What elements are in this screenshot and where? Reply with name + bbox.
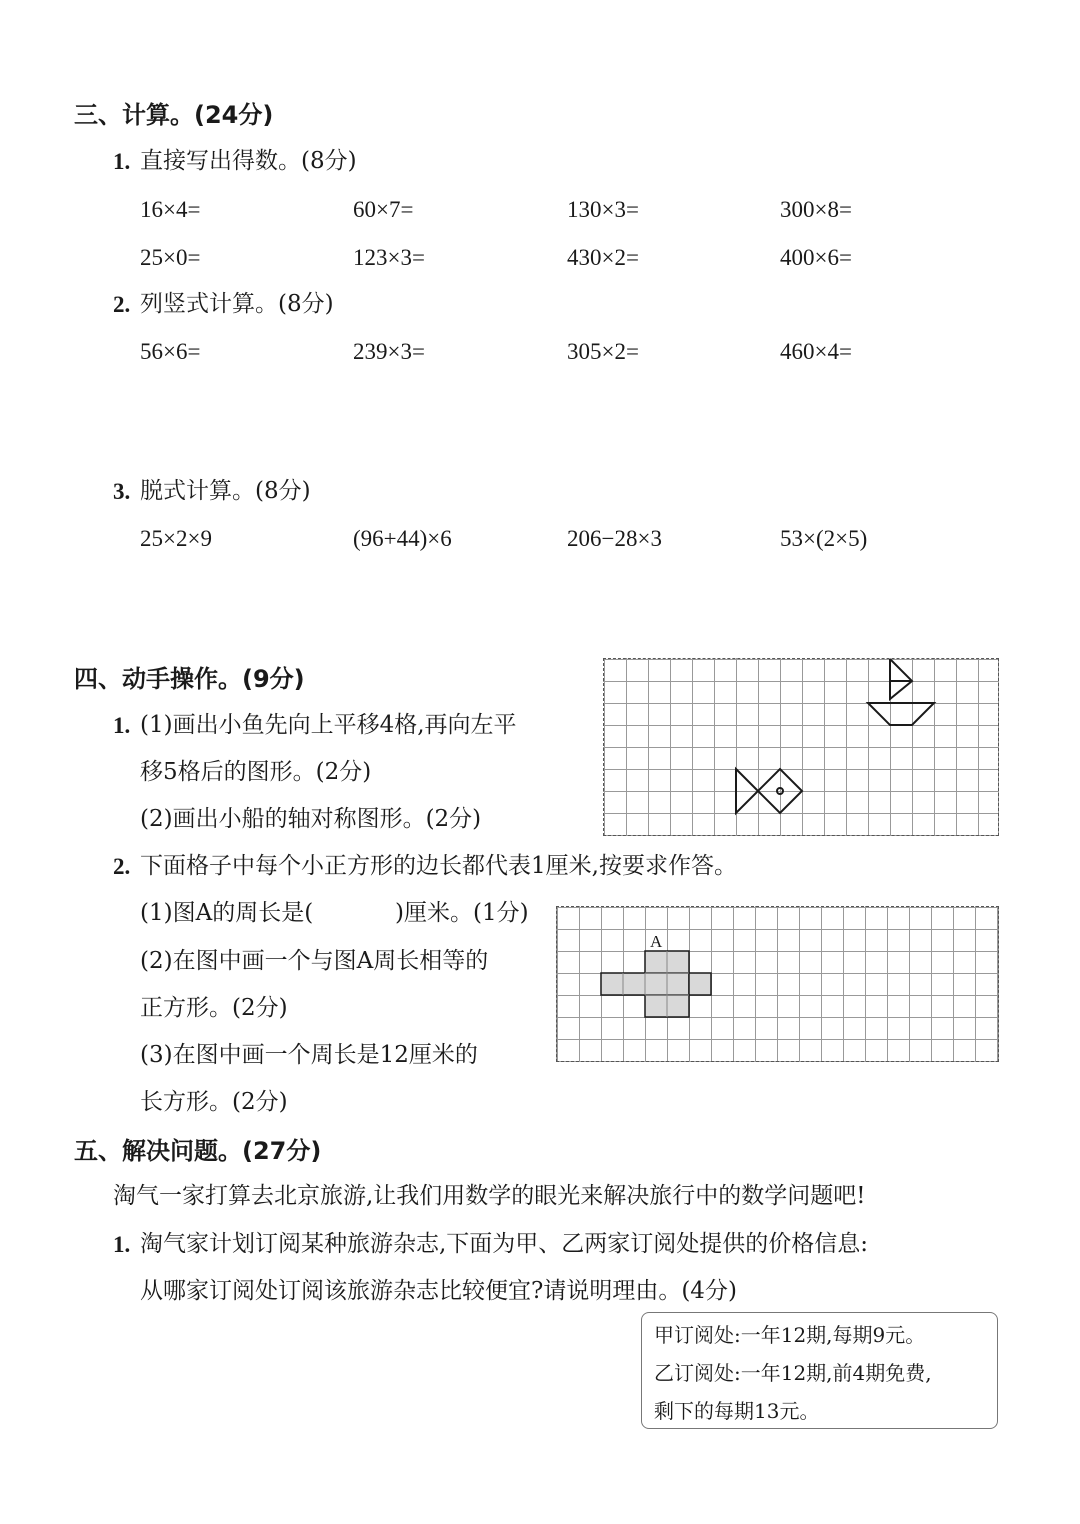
fish-body-icon [758, 769, 802, 813]
q5-1-line1: 淘气家计划订阅某种旅游杂志,下面为甲、乙两家订阅处提供的价格信息: [140, 1231, 869, 1257]
price-info-line2: 乙订阅处:一年12期,前4期免费, [654, 1361, 932, 1385]
q3-2-text: 列竖式计算。(8分) [140, 291, 334, 317]
q3-3-text: 脱式计算。(8分) [140, 478, 311, 504]
price-info-line3: 剩下的每期13元。 [654, 1399, 820, 1423]
equation: 400×6= [780, 245, 852, 270]
equation: 130×3= [567, 197, 639, 222]
q4-1-number: 1. [113, 713, 131, 738]
s5-intro: 淘气一家打算去北京旅游,让我们用数学的眼光来解决旅行中的数学问题吧! [113, 1183, 866, 1209]
q4-2-a3-tail: 长方形。(2分) [140, 1089, 288, 1115]
q4-2-a2: (2)在图中画一个与图A周长相等的 [140, 948, 489, 974]
fish-tail-icon [736, 769, 758, 813]
expression: 53×(2×5) [780, 526, 868, 551]
q4-2-number: 2. [113, 854, 131, 879]
section-3-title: 三、计算。(24分) [74, 101, 274, 129]
grid-figure-a[interactable] [556, 906, 999, 1062]
q4-2-a1: (1)图A的周长是( [140, 900, 314, 926]
q3-2-number: 2. [113, 292, 131, 317]
equation: 123×3= [353, 245, 425, 270]
figure-a-label: A [650, 932, 663, 951]
q4-2-a1-tail: )厘米。(1分) [395, 900, 529, 926]
equation: 60×7= [353, 197, 414, 222]
expression: (96+44)×6 [353, 526, 452, 551]
grid-fish-boat[interactable] [603, 658, 999, 836]
boat-sail-icon [890, 659, 912, 699]
boat-hull-icon [868, 703, 934, 725]
section-4-title: 四、动手操作。(9分) [74, 665, 305, 693]
equation: 300×8= [780, 197, 852, 222]
equation: 430×2= [567, 245, 639, 270]
equation: 239×3= [353, 339, 425, 364]
price-info-line1: 甲订阅处:一年12期,每期9元。 [654, 1323, 926, 1347]
q4-2-a2-tail: 正方形。(2分) [140, 995, 288, 1021]
fish-eye-icon [777, 788, 783, 794]
q4-2-a3: (3)在图中画一个周长是12厘米的 [140, 1042, 478, 1068]
q5-1-line2: 从哪家订阅处订阅该旅游杂志比较便宜?请说明理由。(4分) [140, 1278, 737, 1304]
q4-1-line1: (1)画出小鱼先向上平移4格,再向左平 [140, 712, 517, 738]
section-5-title: 五、解决问题。(27分) [74, 1137, 322, 1165]
equation: 460×4= [780, 339, 852, 364]
equation: 56×6= [140, 339, 201, 364]
price-info-box [641, 1312, 998, 1429]
q4-2-text: 下面格子中每个小正方形的边长都代表1厘米,按要求作答。 [140, 853, 737, 879]
expression: 206−28×3 [567, 526, 662, 551]
q3-1-text: 直接写出得数。(8分) [140, 148, 357, 174]
expression: 25×2×9 [140, 526, 212, 551]
fish-boat-drawing [604, 659, 998, 835]
figure-a-drawing [557, 907, 998, 1061]
q4-1-line2: 移5格后的图形。(2分) [140, 759, 372, 785]
q5-1-number: 1. [113, 1232, 131, 1257]
q3-3-number: 3. [113, 479, 131, 504]
q3-1-number: 1. [113, 149, 131, 174]
equation: 305×2= [567, 339, 639, 364]
equation: 16×4= [140, 197, 201, 222]
equation: 25×0= [140, 245, 201, 270]
q4-1-line3: (2)画出小船的轴对称图形。(2分) [140, 806, 482, 832]
